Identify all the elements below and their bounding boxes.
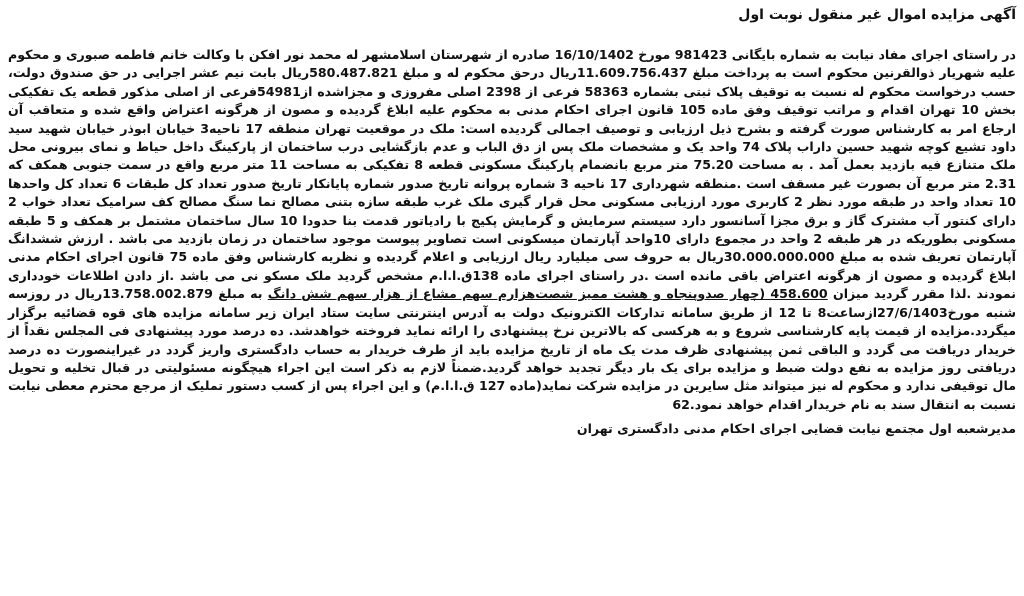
notice-body-part1: در راستای اجرای مفاد نیابت به شماره بایگانی 981423 مورخ 16/10/1402 صادره از شهرستان اسلامشهر له محمد نور افکن با وکالت خانم فاطمه صبوری و محکوم علیه شهریار ذوالقرنین محکوم است به پرداخت مبلغ 11.609.756.437ریال درحق محکوم له و مبلغ 580.487.821ریال بابت نیم عشر اجرایی در حق صندوق دولت، حسب درخواست محکوم له نسبت به توقیف پلاک ثبتی بشماره 58363 فرعی از 2398 اصلی مفروزی و مجزاشده از54981فرعی از اصلی مذکور قطعه یک تفکیکی بخش 10 تهران اقدام و مراتب توقیف وفق ماده 105 قانون اجرای احکام مدنی به محکوم علیه ابلاغ گردیده و مصون از هرگونه اعتراض واقع شده و متعاقب آن ارجاع امر به کارشناس صورت گرفته و بشرح ذیل ارزیابی و توصیف اجمالی گردیده است: ملک در موقعیت تهران منطقه 17 ناحیه3 خیابان ابوذر خیابان شهید سید داود تشیع کوچه شهید حسین داراب پلاک 74 واحد یک و مشخصات ملک پس از دق الباب و عدم بازگشایی درب ساختمان از پارکینگ داخل حیاط و نمای بیرونی محل ملک متنازع فیه بازدید بعمل آمد . به مساحت 75.20 متر مربع بانضمام پارکینگ مسکونی قطعه 8 تفکیکی به مساحت 11 متر مربع واقع در سمت جنوبی همکف که 2.31 متر مربع آن بصورت غیر مسقف است .منطقه شهرداری 17 ناحیه 3 شماره پروانه تاریخ صدور شماره پایانکار تاریخ صدور تعداد کل طبقات 6 تعداد کل واحدها 10 تعداد واحد در طبقه مورد نظر 2 کاربری مورد ارزیابی مسکونی محل قرار گیری ملک غرب طبقه سازه بتنی مصالح نما سنگ مصالح کف سرامیک تعداد خواب 2 دارای کنتور آب مشترک گاز و برق مجزا آسانسور دارد سیستم سرمایش و گرمایش پکیج با رادیاتور قدمت بنا حدودا 10 سال ساختمان مشتمل بر همکف و 5 طبقه مسکونی بطوریکه در هر طبقه 2 واحد در مجموع دارای 10واحد آپارتمان میسکونی است تصاویر پیوست موجود ساختمان در زمان بازدید می باشد . ارزش ششدانگ آپارتمان تعریف شده به مبلغ 30.000.000.000ریال به حروف سی میلیارد ریال ارزیابی و اعلام گردیده و نظریه کارشناس وفق ماده 75 قانون اجرای احکام مدنی ابلاغ گردیده و مصون از هرگونه اعتراض باقی مانده است .در راستای اجرای ماده 138ق.ا.ا.م مشخص گردید ملک مسکو نی می باشد .از دادن اطلاعات خودداری نمودند .لذا مقرر گردید میزان (8, 47, 1017, 302)
notice-signature: مدیرشعبه اول مجتمع نیابت قضایی اجرای احکام مدنی دادگستری تهران (576, 421, 1016, 437)
notice-body-part2: به مبلغ 13.758.002.879ریال در روزسه شنبه مورخ27/6/1403ازساعت8 تا 12 از طریق سامانه تدارکات الکترونیک دولت به آدرس اینترنتی سایت ستاد ایران زیر سامانه مزایده های قوه قضائیه برگزار میگردد.مزایده از قیمت پایه کارشناسی شروع و به هرکسی که بالاترین نرخ پیشنهادی را ارائه نماید فروخته خواهدشد. ده درصد مورد پیشنهادی فی المجلس نقداً از خریدار دریافت می گردد و الباقی ثمن پیشنهادی ظرف مدت یک ماه از تاریخ مزایده باید از طرف خریدار به حساب دادگستری واریز گردد در غیراینصورت ده درصد دریافتی روز مزایده به نفع دولت ضبط و مزایده برای یک بار دیگر تجدید خواهد گردید.ضمناً لازم به ذکر است این اجراء هیچگونه مسئولیتی در قبال تخلیه و تحویل مال توقیفی ندارد و محکوم له نیز میتواند مثل سایرین در مزایده شرکت نماید(ماده 127 ق.ا.ا.م) و این اجراء پس از کسب دستور تملیک از مرجع محترم معطی نیابت نسبت به انتقال سند به نام خریدار اقدام خواهد نمود.62 (8, 286, 1016, 412)
notice-share-amount: 458.600 (چهار صدوپنجاه و هشت ممیز شصت‌هزارم سهم مشاع از هزار سهم شش دانگ (267, 286, 828, 302)
notice-title: آگهی مزایده اموال غیر منقول نوبت اول (738, 7, 1016, 23)
notice-body (8, 46, 1016, 414)
